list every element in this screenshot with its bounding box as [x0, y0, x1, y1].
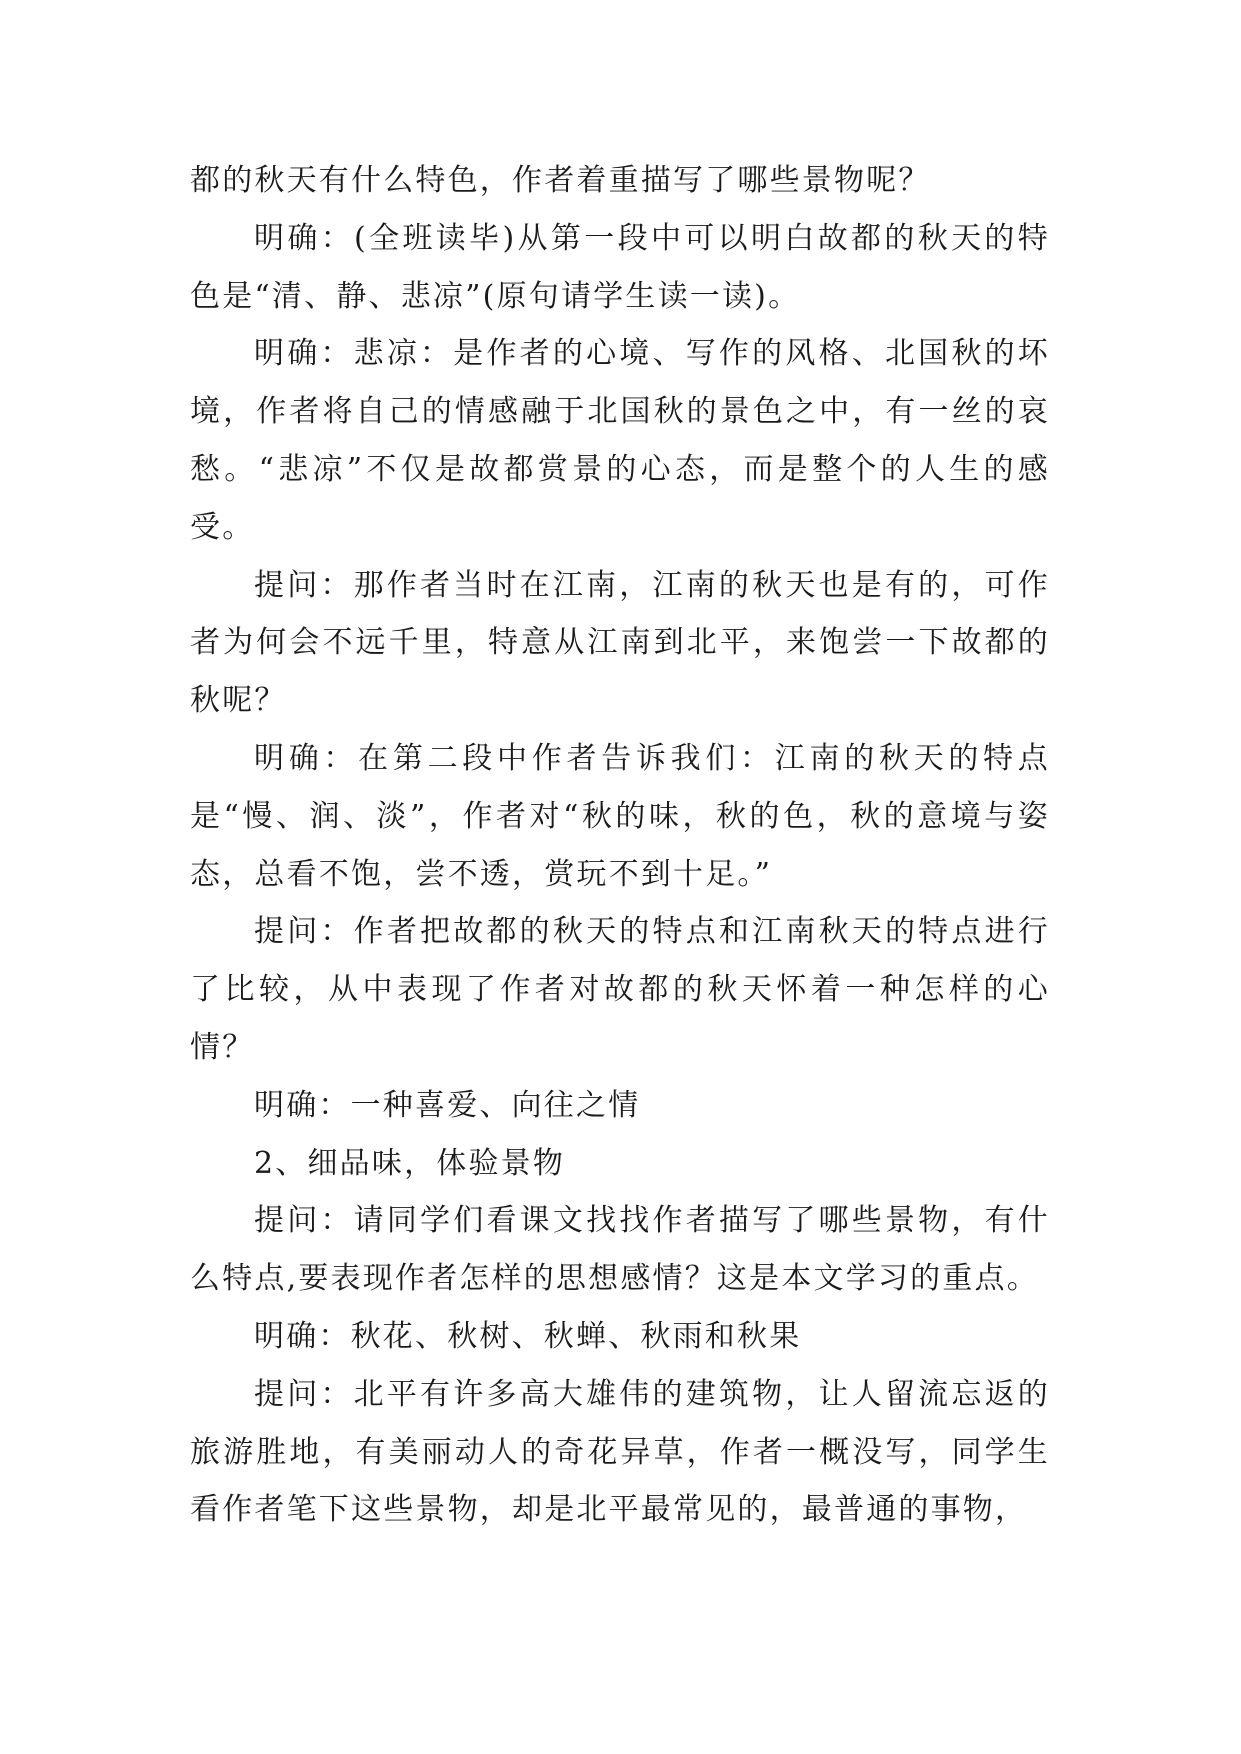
- paragraph-1: 都的秋天有什么特色，作者着重描写了哪些景物呢？: [190, 163, 931, 198]
- paragraph-5: 明确：在第二段中作者告诉我们：江南的秋天的特点是“慢、润、淡”，作者对“秋的味，秋的色，秋的意境与姿态，总看不饱，尝不透，赏玩不到十足。”: [190, 740, 1050, 892]
- paragraph-2: 明确：(全班读毕)从第一段中可以明白故都的秋天的特色是“清、静、悲凉”(原句请学生读一读)。: [190, 220, 1050, 314]
- paragraph-4: 提问：那作者当时在江南，江南的秋天也是有的，可作者为何会不远千里，特意从江南到北平，来饱尝一下故都的秋呢？: [190, 567, 1050, 719]
- document-body: [190, 152, 1050, 1539]
- paragraph-8: 2、细品味，体验景物: [254, 1145, 566, 1181]
- paragraph-10: 明确：秋花、秋树、秋蝉、秋雨和秋果: [254, 1318, 802, 1354]
- paragraph-7: 明确：一种喜爱、向往之情: [254, 1087, 641, 1123]
- paragraph-3: 明确：悲凉：是作者的心境、写作的风格、北国秋的坏境，作者将自己的情感融于北国秋的景色之中，有一丝的哀愁。“悲凉”不仅是故都赏景的心态，而是整个的人生的感受。: [190, 336, 1050, 545]
- paragraph-11: 提问：北平有许多高大雄伟的建筑物，让人留流忘返的旅游胜地，有美丽动人的奇花异草，作者一概没写，同学生看作者笔下这些景物，却是北平最常见的，最普通的事物，: [190, 1376, 1050, 1528]
- paragraph-9: 提问：请同学们看课文找找作者描写了哪些景物，有什么特点,要表现作者怎样的思想感情？这是本文学习的重点。: [190, 1203, 1050, 1297]
- paragraph-6: 提问：作者把故都的秋天的特点和江南秋天的特点进行了比较，从中表现了作者对故都的秋天怀着一种怎样的心情？: [190, 914, 1050, 1065]
